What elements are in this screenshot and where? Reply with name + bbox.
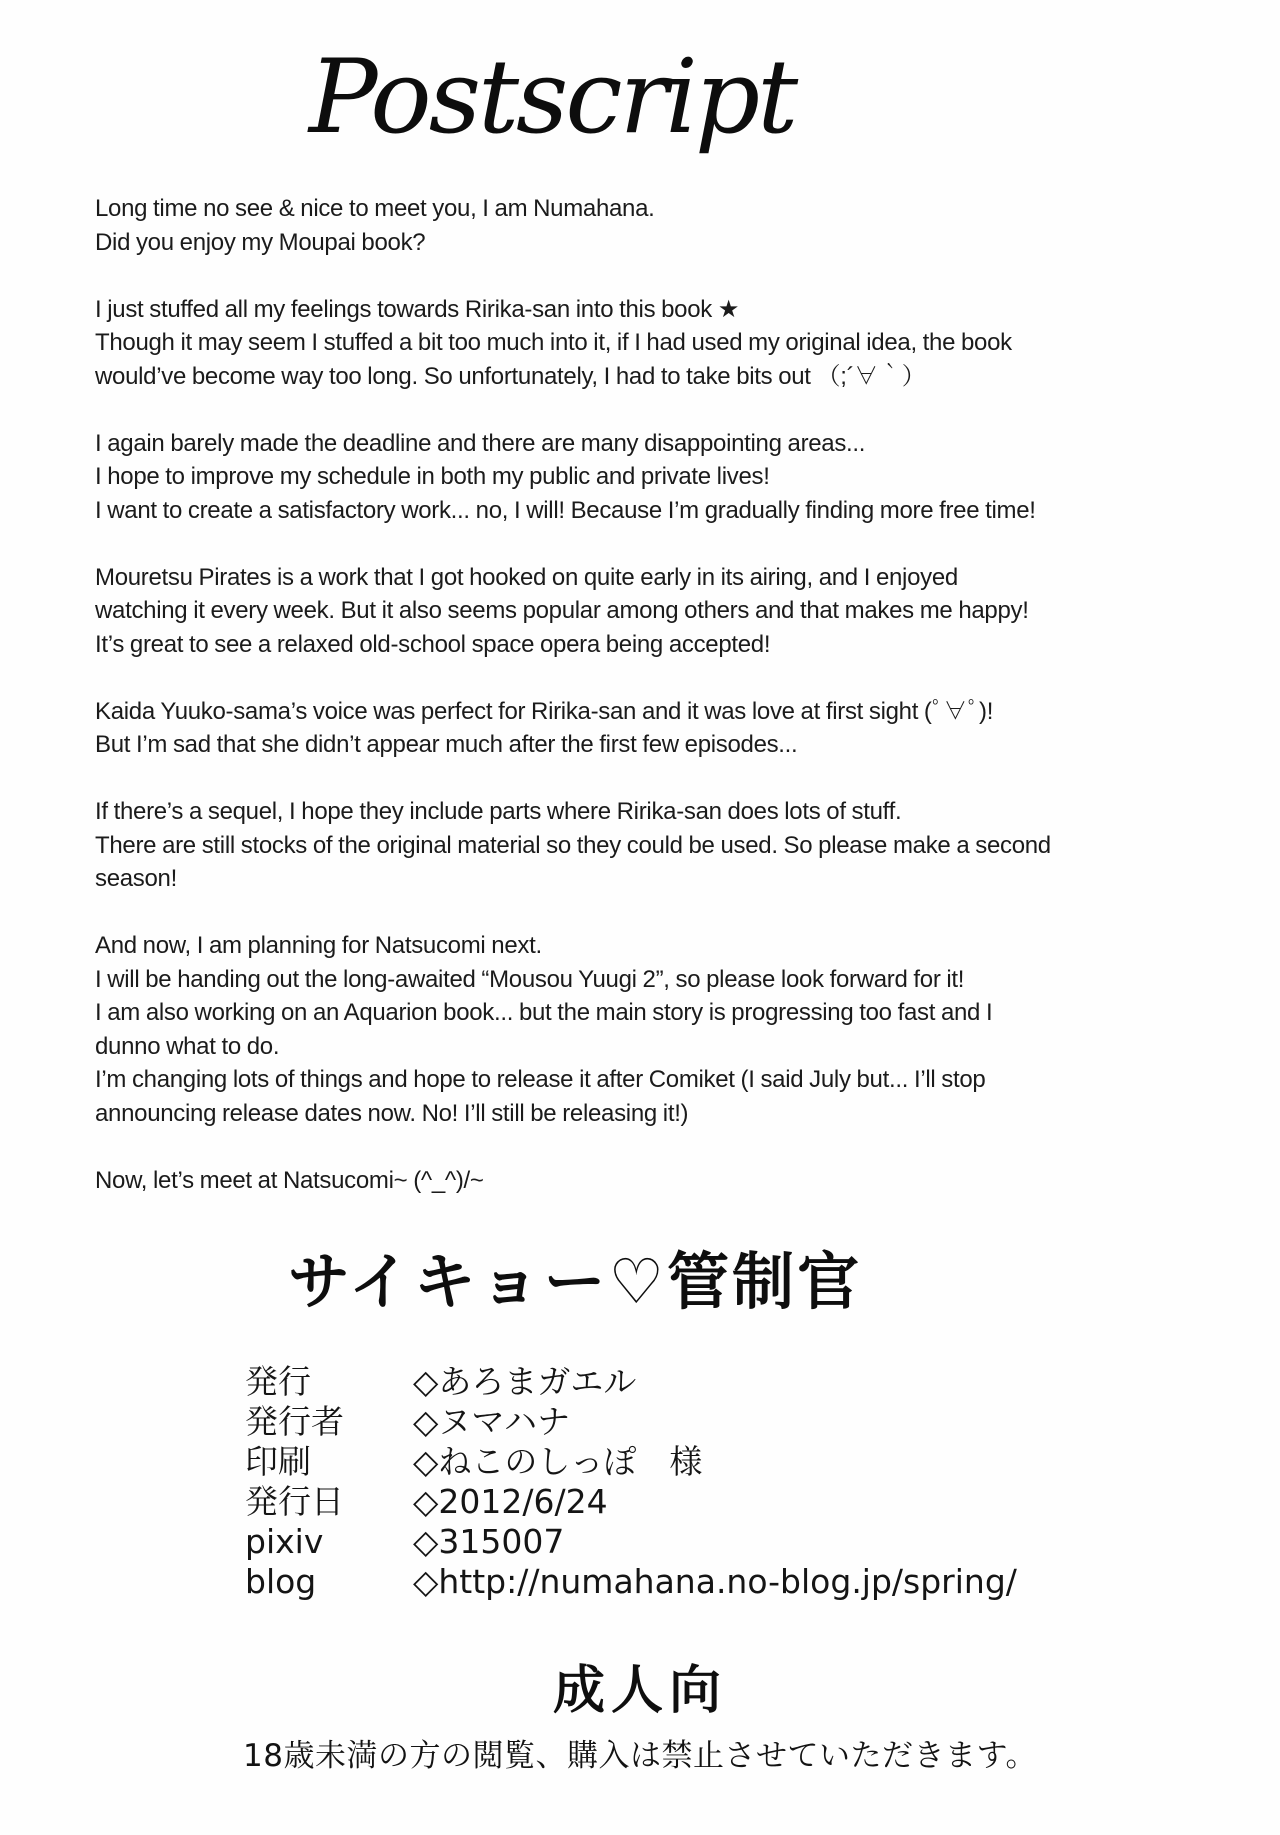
text-line: And now, I am planning for Natsucomi next.	[95, 932, 542, 959]
colophon-row-author	[245, 1402, 1017, 1442]
paragraph-mouretsu	[95, 561, 1200, 662]
colophon-value: ◇あろまガエル	[413, 1362, 637, 1401]
age-warning-text: 18歳未満の方の閲覧、購入は禁止させていただきます。	[243, 1738, 1037, 1774]
text-line: Did you enjoy my Moupai book?	[95, 228, 426, 256]
colophon-label: 発行日	[245, 1482, 344, 1521]
text-line: Though it may seem I stuffed a bit too much into it, if I had used my original idea, the book	[95, 329, 1012, 356]
text-line: Long time no see & nice to meet you, I am Numahana.	[95, 195, 655, 222]
afterword-body	[95, 192, 1200, 1197]
text-line: I hope to improve my schedule in both my public and private lives!	[95, 463, 770, 490]
text-line: I just stuffed all my feelings towards Ririka-san into this book ★	[95, 295, 740, 323]
colophon-label: pixiv	[245, 1522, 324, 1561]
text-line: I will be handing out the long-awaited “Mousou Yuugi 2”, so please look forward for it!	[95, 965, 965, 993]
text-line: It’s great to see a relaxed old-school space opera being accepted!	[95, 630, 771, 658]
colophon-row-printer	[245, 1442, 1017, 1482]
colophon-value: ◇2012/6/24	[413, 1482, 608, 1521]
text-line: watching it every week. But it also seems popular among others and that makes me happy!	[95, 597, 1029, 624]
paragraph-signoff	[95, 1164, 1200, 1198]
text-line: I want to create a satisfactory work... no, I will! Because I’m gradually finding more free time!	[95, 496, 1036, 524]
colophon	[245, 1362, 1017, 1602]
text-line: I’m changing lots of things and hope to release it after Comiket (I said July but... I’ll stop	[95, 1066, 986, 1093]
text-line: Now, let’s meet at Natsucomi~ (^_^)/~	[95, 1166, 484, 1194]
colophon-row-pixiv	[245, 1522, 1017, 1562]
text-line: season!	[95, 865, 177, 892]
colophon-label: 印刷	[245, 1442, 311, 1481]
paragraph-feelings	[95, 293, 1200, 394]
text-line: There are still stocks of the original material so they could be used. So please make a second	[95, 831, 1051, 859]
colophon-row-date	[245, 1482, 1017, 1522]
text-line: would’ve become way too long. So unfortunately, I had to take bits out （;´∀｀）	[95, 362, 926, 390]
paragraph-sequel	[95, 795, 1200, 896]
colophon-value: ◇ヌマハナ	[413, 1402, 571, 1441]
adult-rating-label: 成人向	[552, 1661, 727, 1721]
colophon-label: 発行者	[245, 1402, 344, 1441]
colophon-label: blog	[245, 1562, 317, 1601]
text-line: If there’s a sequel, I hope they include parts where Ririka-san does lots of stuff.	[95, 798, 902, 825]
colophon-row-publisher	[245, 1362, 1017, 1402]
text-line: announcing release dates now. No! I’ll still be releasing it!)	[95, 1099, 689, 1127]
colophon-row-blog	[245, 1562, 1017, 1602]
paragraph-voice	[95, 695, 1200, 762]
paragraph-greeting	[95, 192, 1200, 259]
text-line: Mouretsu Pirates is a work that I got hooked on quite early in its airing, and I enjoyed	[95, 563, 958, 591]
text-line: Kaida Yuuko-sama’s voice was perfect for Ririka-san and it was love at first sight (ﾟ∀ﾟ)!	[95, 697, 994, 725]
text-line: But I’m sad that she didn’t appear much after the first few episodes...	[95, 731, 798, 758]
book-title-japanese: サイキョー♡管制官	[287, 1245, 863, 1318]
colophon-value: ◇ねこのしっぽ 様	[413, 1442, 703, 1481]
page-title: Postscript	[308, 38, 796, 157]
text-line: I am also working on an Aquarion book... but the main story is progressing too fast and I	[95, 999, 993, 1026]
text-line: I again barely made the deadline and there are many disappointing areas...	[95, 429, 866, 457]
colophon-blog-url: ◇http://numahana.no-blog.jp/spring/	[413, 1562, 1017, 1601]
colophon-value: ◇315007	[413, 1522, 565, 1561]
text-line: dunno what to do.	[95, 1032, 280, 1060]
paragraph-plans	[95, 929, 1200, 1130]
colophon-label: 発行	[245, 1362, 311, 1401]
paragraph-deadline	[95, 427, 1200, 528]
